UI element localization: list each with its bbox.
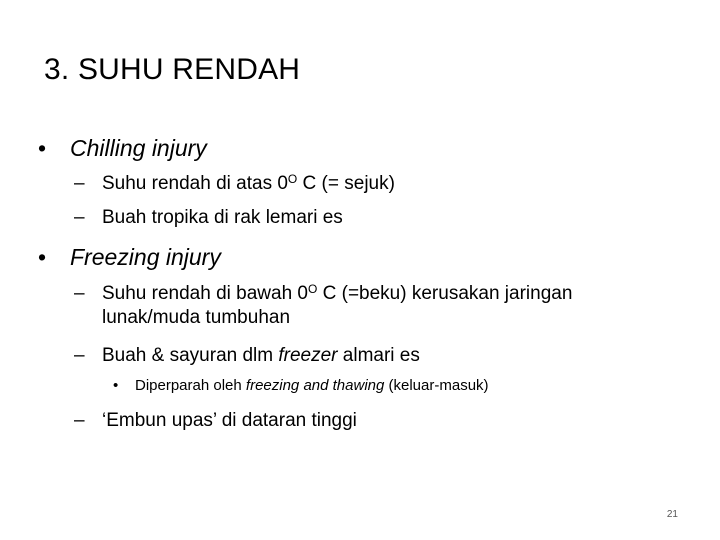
bullet-marker: • <box>38 244 47 270</box>
subitem-suhu-di-atas <box>74 172 674 196</box>
dash-marker: – <box>74 173 85 194</box>
bullet-label: Chilling injury <box>70 135 207 161</box>
bullet-marker: • <box>38 135 47 161</box>
subitem-text: Buah tropika di rak lemari es <box>102 207 343 228</box>
subitem-suhu-di-bawah <box>74 282 634 330</box>
dash-marker: – <box>74 283 85 304</box>
subitem-embun-upas <box>74 409 674 433</box>
degree-symbol: O <box>308 282 318 296</box>
degree-symbol: O <box>287 172 298 186</box>
subitem-buah-sayuran <box>74 344 674 368</box>
slide-title: 3. SUHU RENDAH <box>44 53 301 86</box>
dash-marker: – <box>74 410 85 431</box>
subitem-text: ‘Embun upas’ di dataran tinggi <box>102 410 357 431</box>
bullet-freezing-injury <box>38 243 221 271</box>
dash-marker: – <box>74 207 85 228</box>
subitem-buah-tropika <box>74 206 674 230</box>
subitem-text: Suhu rendah di atas $0^O$ C (= sejuk) <box>102 172 395 194</box>
bullet-chilling-injury <box>38 134 207 162</box>
bullet-marker: • <box>113 377 119 394</box>
page-number: 21 <box>666 509 678 520</box>
bullet-label: Freezing injury <box>70 244 221 270</box>
subitem-text: Buah & sayuran dlm freezer almari es <box>102 345 420 366</box>
subsubitem-text: Diperparah oleh freezing and thawing (keluar-masuk) <box>135 377 489 394</box>
subitem-text: Suhu rendah di bawah $0^O$ C (=beku) kerusakan jaringan lunak/muda tumbuhan <box>102 282 573 328</box>
dash-marker: – <box>74 345 85 366</box>
subsubitem-diperparah <box>113 376 489 396</box>
